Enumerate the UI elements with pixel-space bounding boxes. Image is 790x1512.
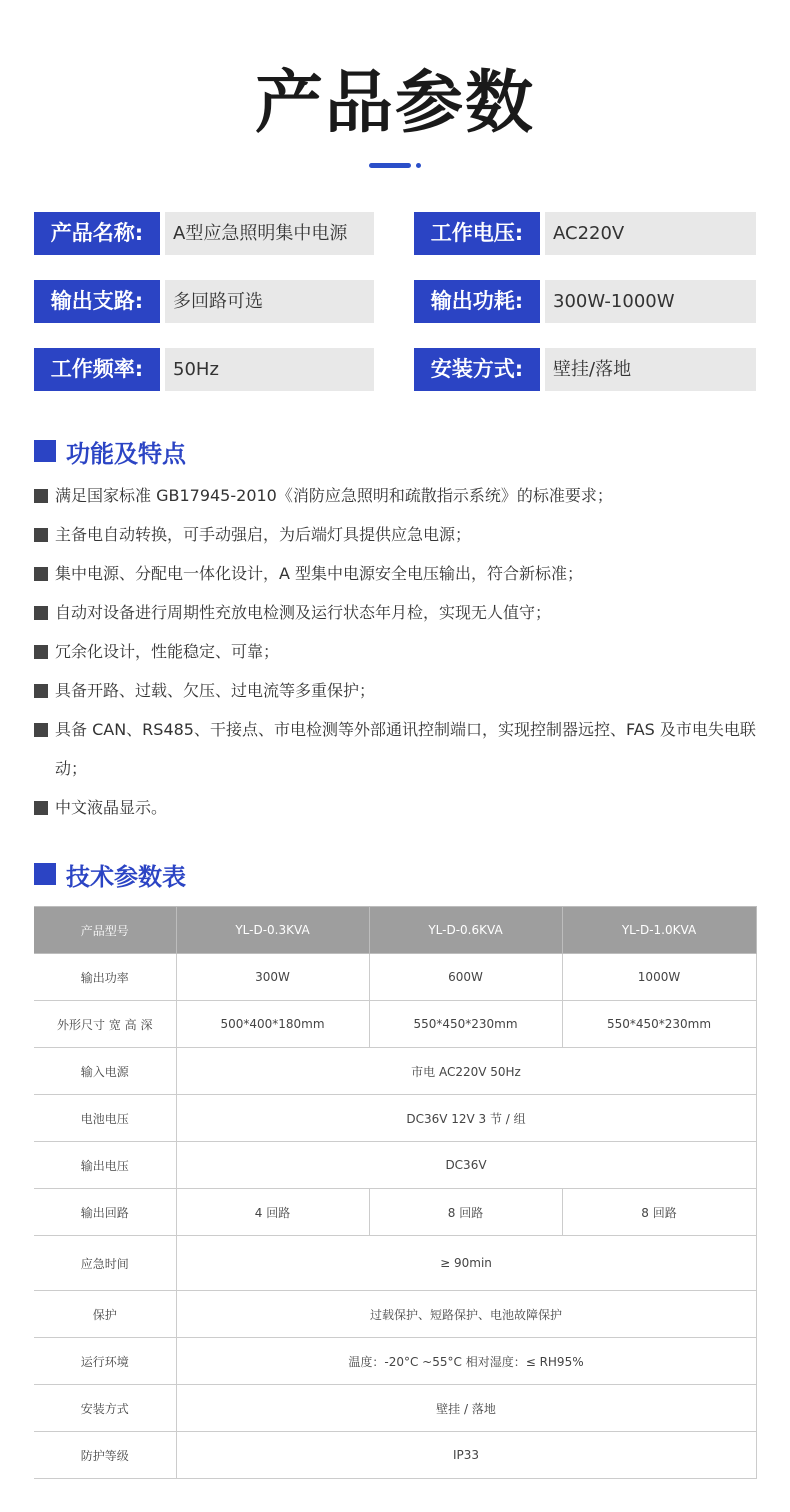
feature-item xyxy=(34,515,756,554)
row-label: 防护等级 xyxy=(34,1432,176,1479)
table-cell: DC36V 12V 3 节 / 组 xyxy=(176,1095,756,1142)
square-bullet-icon xyxy=(34,801,48,815)
square-bullet-icon xyxy=(34,489,48,503)
table-cell: 温度：-20°C ~55°C 相对湿度：≤ RH95% xyxy=(176,1338,756,1385)
table-header-row xyxy=(34,907,756,954)
row-label: 输出电压 xyxy=(34,1142,176,1189)
row-label: 电池电压 xyxy=(34,1095,176,1142)
table-cell: 550*450*230mm xyxy=(369,1001,562,1048)
table-header-cell: 产品型号 xyxy=(34,907,176,954)
feature-text: 具备 CAN、RS485、干接点、市电检测等外部通讯控制端口，实现控制器远控、FAS 及市电失电联动； xyxy=(55,720,756,778)
table-row xyxy=(34,1432,756,1479)
product-params-grid xyxy=(34,212,756,416)
param-label: 输出功耗: xyxy=(414,280,540,323)
param-label: 工作频率: xyxy=(34,348,160,391)
square-bullet-icon xyxy=(34,606,48,620)
param-row xyxy=(34,348,756,391)
feature-item xyxy=(34,593,756,632)
row-label: 输出功率 xyxy=(34,954,176,1001)
table-header-cell: YL-D-1.0KVA xyxy=(562,907,756,954)
feature-item xyxy=(34,476,756,515)
table-cell: 500*400*180mm xyxy=(176,1001,369,1048)
table-cell: ≥ 90min xyxy=(176,1236,756,1291)
table-cell: 1000W xyxy=(562,954,756,1001)
feature-text: 主备电自动转换，可手动强启，为后端灯具提供应急电源； xyxy=(55,525,472,544)
table-row xyxy=(34,1338,756,1385)
features-heading xyxy=(34,434,186,468)
spec-table-heading xyxy=(34,857,186,891)
table-row xyxy=(34,1048,756,1095)
param-value: AC220V xyxy=(545,212,756,255)
feature-text: 集中电源、分配电一体化设计，A 型集中电源安全电压输出，符合新标准； xyxy=(55,564,584,583)
heading-square-icon xyxy=(34,440,56,462)
param-value: 壁挂/落地 xyxy=(545,348,756,391)
table-cell: 壁挂 / 落地 xyxy=(176,1385,756,1432)
feature-text: 冗余化设计，性能稳定、可靠； xyxy=(55,642,280,661)
heading-square-icon xyxy=(34,863,56,885)
feature-item xyxy=(34,554,756,593)
square-bullet-icon xyxy=(34,723,48,737)
table-row xyxy=(34,1236,756,1291)
spec-table-heading-text: 技术参数表 xyxy=(66,862,186,891)
row-label: 输入电源 xyxy=(34,1048,176,1095)
row-label: 保护 xyxy=(34,1291,176,1338)
table-cell: 市电 AC220V 50Hz xyxy=(176,1048,756,1095)
square-bullet-icon xyxy=(34,567,48,581)
table-cell: 300W xyxy=(176,954,369,1001)
square-bullet-icon xyxy=(34,528,48,542)
table-row xyxy=(34,954,756,1001)
param-output-power xyxy=(414,280,756,323)
feature-text: 中文液晶显示。 xyxy=(55,798,168,817)
param-value: 50Hz xyxy=(165,348,374,391)
table-row xyxy=(34,1385,756,1432)
table-cell: DC36V xyxy=(176,1142,756,1189)
table-row xyxy=(34,1142,756,1189)
table-row xyxy=(34,1189,756,1236)
table-header-cell: YL-D-0.3KVA xyxy=(176,907,369,954)
feature-text: 具备开路、过载、欠压、过电流等多重保护； xyxy=(55,681,376,700)
table-cell: 过载保护、短路保护、电池故障保护 xyxy=(176,1291,756,1338)
table-cell: 8 回路 xyxy=(562,1189,756,1236)
square-bullet-icon xyxy=(34,684,48,698)
features-heading-text: 功能及特点 xyxy=(66,439,186,468)
row-label: 运行环境 xyxy=(34,1338,176,1385)
param-value: A型应急照明集中电源 xyxy=(165,212,374,255)
param-product-name xyxy=(34,212,374,255)
param-value: 300W-1000W xyxy=(545,280,756,323)
feature-item xyxy=(34,788,756,827)
table-cell: 8 回路 xyxy=(369,1189,562,1236)
table-cell: IP33 xyxy=(176,1432,756,1479)
row-label: 安装方式 xyxy=(34,1385,176,1432)
feature-item xyxy=(34,632,756,671)
param-label: 安装方式: xyxy=(414,348,540,391)
underline-dot xyxy=(416,163,421,168)
table-row xyxy=(34,1001,756,1048)
table-cell: 4 回路 xyxy=(176,1189,369,1236)
param-row xyxy=(34,280,756,323)
table-cell: 550*450*230mm xyxy=(562,1001,756,1048)
row-label: 输出回路 xyxy=(34,1189,176,1236)
param-row xyxy=(34,212,756,255)
title-underline-decoration xyxy=(369,163,423,168)
table-row xyxy=(34,1291,756,1338)
table-row xyxy=(34,1095,756,1142)
table-header-cell: YL-D-0.6KVA xyxy=(369,907,562,954)
param-working-voltage xyxy=(414,212,756,255)
param-label: 输出支路: xyxy=(34,280,160,323)
feature-item xyxy=(34,671,756,710)
feature-text: 自动对设备进行周期性充放电检测及运行状态年月检，实现无人值守； xyxy=(55,603,552,622)
spec-table xyxy=(34,906,757,1479)
param-label: 工作电压: xyxy=(414,212,540,255)
param-output-branches xyxy=(34,280,374,323)
param-working-frequency xyxy=(34,348,374,391)
param-value: 多回路可选 xyxy=(165,280,374,323)
feature-text: 满足国家标准 GB17945-2010《消防应急照明和疏散指示系统》的标准要求； xyxy=(55,486,613,505)
page-title: 产品参数 xyxy=(254,64,535,143)
table-cell: 600W xyxy=(369,954,562,1001)
param-label: 产品名称: xyxy=(34,212,160,255)
feature-item xyxy=(34,710,756,788)
square-bullet-icon xyxy=(34,645,48,659)
row-label: 外形尺寸 宽 高 深 xyxy=(34,1001,176,1048)
row-label: 应急时间 xyxy=(34,1236,176,1291)
underline-bar xyxy=(369,163,411,168)
features-list xyxy=(34,476,756,827)
param-installation xyxy=(414,348,756,391)
